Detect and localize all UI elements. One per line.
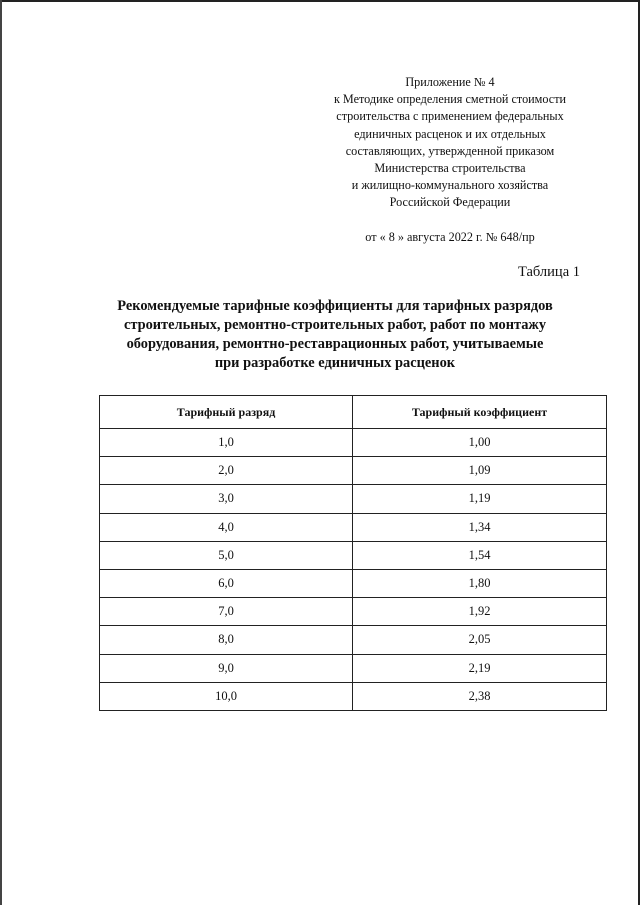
coefficient-cell: 1,80 [353, 569, 607, 597]
table-label: Таблица 1 [517, 264, 580, 280]
grade-cell: 4,0 [100, 513, 353, 541]
header-tariff-coefficient: Тарифный коэффициент [353, 396, 607, 429]
appendix-line: и жилищно-коммунального хозяйства [351, 178, 549, 193]
appendix-line: Министерства строительства [374, 161, 526, 176]
title-line: при разработке единичных расценок [214, 355, 456, 371]
appendix-header [300, 74, 600, 246]
tariff-table [99, 395, 607, 711]
appendix-line: единичных расценок и их отдельных [354, 126, 546, 141]
coefficient-cell: 1,92 [353, 598, 607, 626]
appendix-line: составляющих, утвержденной приказом [345, 143, 555, 158]
appendix-line: к Методике определения сметной стоимости [333, 92, 567, 107]
table-row [100, 485, 607, 513]
table-row [100, 626, 607, 654]
table-header-row [100, 396, 607, 429]
coefficient-cell: 1,09 [353, 457, 607, 485]
grade-cell: 5,0 [100, 541, 353, 569]
title-line: строительных, ремонтно-строительных работ, работ по монтажу [123, 317, 547, 333]
appendix-line: Приложение № 4 [405, 75, 495, 89]
table-row [100, 654, 607, 682]
table-row [100, 513, 607, 541]
grade-cell: 9,0 [100, 654, 353, 682]
document-title [90, 297, 580, 373]
grade-cell: 10,0 [100, 682, 353, 710]
table-row [100, 569, 607, 597]
table-row [100, 598, 607, 626]
appendix-line: строительства с применением федеральных [336, 109, 564, 124]
table-row [100, 541, 607, 569]
grade-cell: 8,0 [100, 626, 353, 654]
coefficient-cell: 1,00 [353, 429, 607, 457]
coefficient-cell: 2,38 [353, 682, 607, 710]
table-row [100, 429, 607, 457]
header-tariff-grade: Тарифный разряд [100, 396, 353, 429]
coefficient-cell: 2,05 [353, 626, 607, 654]
scan-edge-left [0, 0, 2, 905]
grade-cell: 1,0 [100, 429, 353, 457]
table-row [100, 457, 607, 485]
coefficient-cell: 1,19 [353, 485, 607, 513]
coefficient-cell: 2,19 [353, 654, 607, 682]
grade-cell: 7,0 [100, 598, 353, 626]
coefficient-cell: 1,54 [353, 541, 607, 569]
scan-edge-top [0, 0, 640, 2]
order-date-line: от « 8 » августа 2022 г. № 648/пр [365, 229, 535, 244]
grade-cell: 6,0 [100, 569, 353, 597]
coefficient-cell: 1,34 [353, 513, 607, 541]
title-line: Рекомендуемые тарифные коэффициенты для тарифных разрядов [117, 298, 553, 314]
grade-cell: 3,0 [100, 485, 353, 513]
table-row [100, 682, 607, 710]
appendix-line: Российской Федерации [389, 195, 511, 210]
grade-cell: 2,0 [100, 457, 353, 485]
title-line: оборудования, ремонтно-реставрационных работ, учитываемые [126, 336, 544, 352]
